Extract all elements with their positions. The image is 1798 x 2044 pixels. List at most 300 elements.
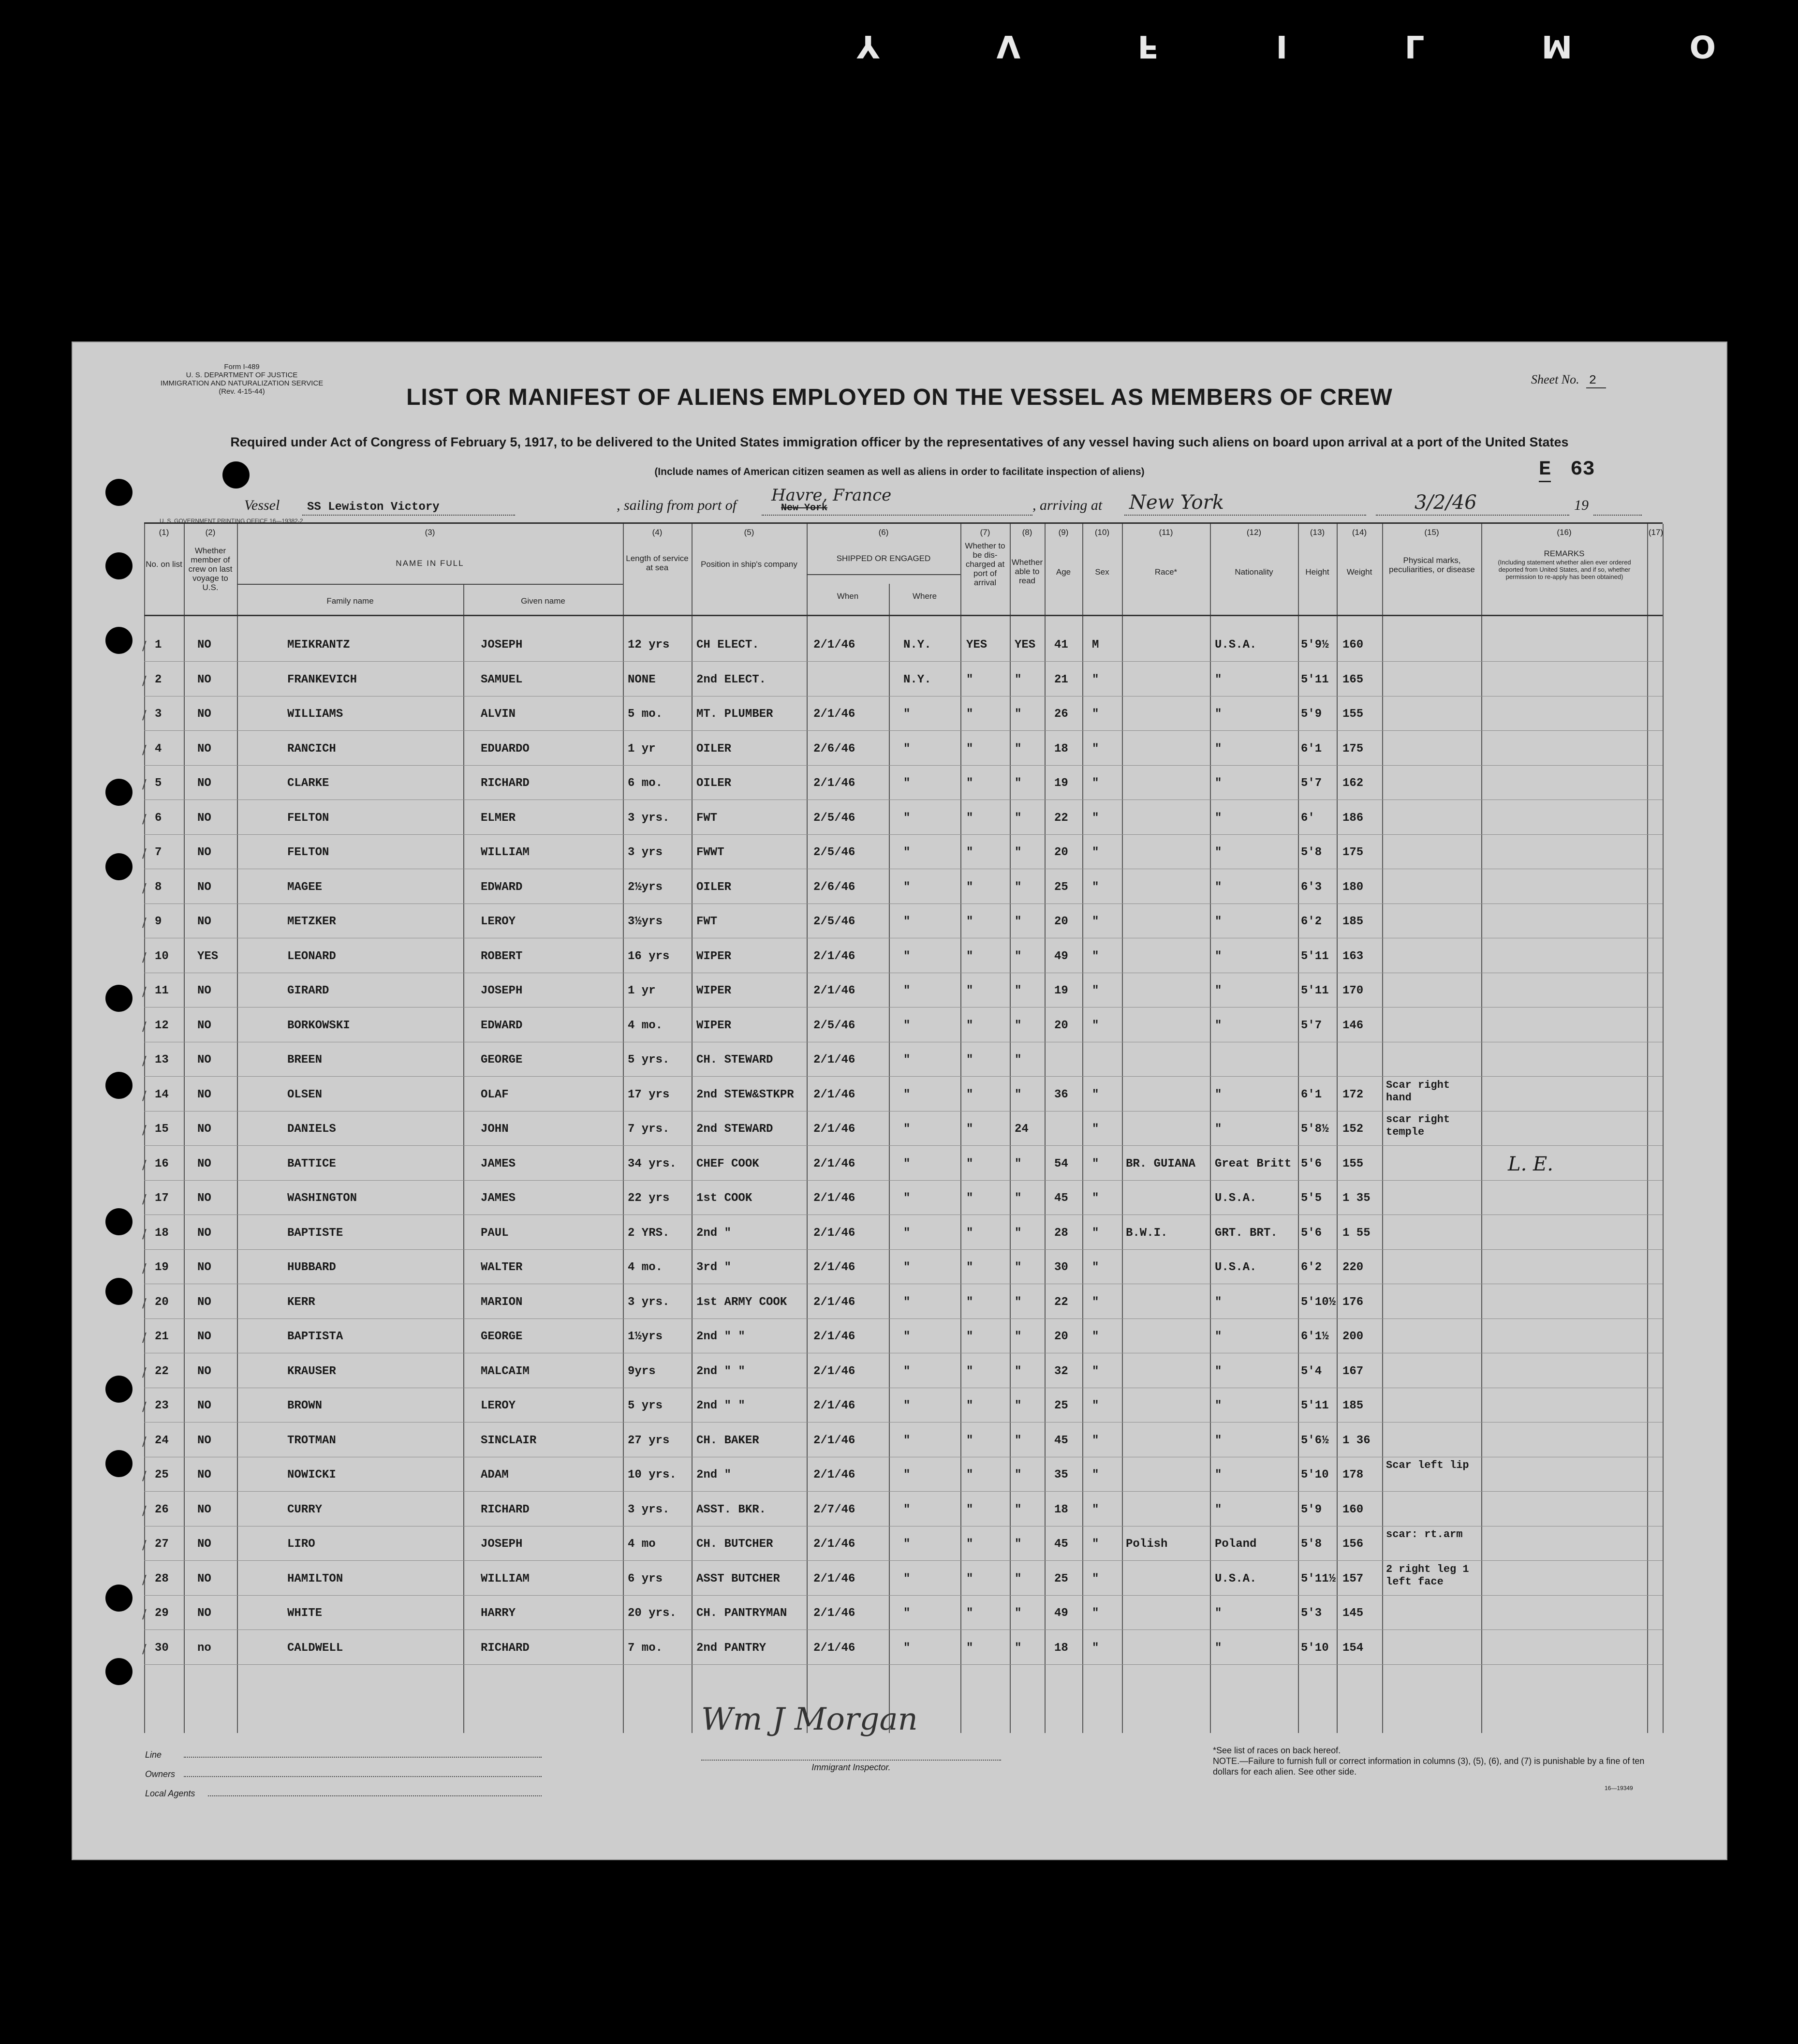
table-row xyxy=(144,1400,1663,1429)
header-discharged: Whether to be dis-charged at port of arrival xyxy=(965,541,1005,587)
table-row xyxy=(142,1153,1663,1187)
cell-nat: " xyxy=(1215,1503,1222,1516)
cell-height: 5'6 xyxy=(1301,1227,1322,1240)
check-mark: / xyxy=(142,1227,147,1242)
cell-position: WIPER xyxy=(696,984,732,997)
cell-where: " xyxy=(903,1088,911,1101)
check-mark: / xyxy=(142,1192,147,1207)
cell-position: FWT xyxy=(696,812,718,825)
cell-disch: " xyxy=(966,1399,973,1412)
cell-position: OILER xyxy=(696,881,732,894)
cell-height: 5'10½ xyxy=(1301,1296,1336,1309)
cell-age: 49 xyxy=(1054,950,1068,963)
check-mark: / xyxy=(142,1158,147,1172)
cell-given: PAUL xyxy=(481,1227,509,1240)
cell-no: 9 xyxy=(155,915,162,928)
table-row xyxy=(144,846,1663,875)
cell-service: 9yrs xyxy=(628,1365,656,1378)
cell-read: " xyxy=(1015,1192,1022,1205)
cell-when: 2/1/46 xyxy=(813,1434,855,1447)
cell-age: 41 xyxy=(1054,638,1068,652)
cell-sex: " xyxy=(1092,1157,1099,1170)
cell-sex: " xyxy=(1092,1019,1099,1032)
cell-service: 1½yrs xyxy=(628,1330,663,1343)
header-physical: Physical marks, peculiarities, or disease xyxy=(1389,556,1475,574)
cell-read: " xyxy=(1015,1572,1022,1585)
cell-service: 6 mo. xyxy=(628,777,663,790)
cell-prev: NO xyxy=(197,1434,211,1447)
cell-given: EDWARD xyxy=(481,1019,523,1032)
cell-where: " xyxy=(903,1261,911,1274)
cell-service: 3 yrs. xyxy=(628,812,670,825)
cell-sex: " xyxy=(1092,742,1099,755)
cell-where: " xyxy=(903,1019,911,1032)
cell-nat: " xyxy=(1215,673,1222,686)
cell-disch: " xyxy=(966,1503,973,1516)
cell-given: MALCAIM xyxy=(481,1365,530,1378)
header-when: When xyxy=(837,592,859,601)
cell-weight: 165 xyxy=(1342,673,1364,686)
manifest-table: (1) (2) (3) (4) (5) (6) (7) (8) (9) (10) (11) (12) (13) (14) (15) (16) (17) No. on list Whether member of crew on last voyage to U.S. NAME IN FULL Family name Given name Length of service at sea Position in ship's company SHIPPED OR ENGAGED When Where Whether to be dis-charged at port of arrival Whether able to read Age Sex Race* Nationality Height Weight Physical marks, peculiarities, or disease REMARKS (Including statement whether alien ever ordered deported from United States, and if so, whether permission to re-apply has been obtained) / 1 NO MEIKRANTZ JOSEPH 12 yrs CH ELECT. 2/1/46 N.Y. YES YES 41 M U.S.A. 5'9½ 160 / 2 NO FRANKEVICH SAMUEL NONE 2nd ELECT. N.Y. " " 21 " " 5'11 165 / 3 NO WILLIAMS ALVIN 5 mo. MT. PLUMBER 2/1/46 " " " 26 " " 5'9 155 / 4 NO RANCICH EDUARDO 1 yr OILER 2/6/46 " " " 18 " " 6'1 175 / 5 NO CLARKE RICHARD 6 mo. OILER 2/1/46 " " " 19 " " 5'7 162 / 6 NO FELTON ELMER 3 yrs. FWT 2/5/46 " " " 22 " " 6' 186 / 7 NO FELTON WILLIAM 3 yrs FWWT 2/5/46 " " " 20 " " 5'8 175 / 8 NO MAGEE EDWARD 2½yrs OILER 2/6/46 " " " 25 " " 6'3 180 / 9 NO METZKER LEROY 3½yrs FWT 2/5/46 " " " 20 " " 6'2 185 / 10 YES LEONARD ROBERT 16 yrs WIPER 2/1/46 " " " 49 " " 5'11 163 / 11 NO GIRARD JOSEPH 1 yr WIPER 2/1/46 " " " 19 " " 5'11 170 / 12 NO BORKOWSKI EDWARD 4 mo. WIPER 2/5/46 " " " 20 " " 5'7 146 / 13 NO BREEN GEORGE 5 yrs. CH. STEWARD 2/1/46 " " " / 14 NO OLSEN OLAF 17 yrs 2nd STEW&STKPR 2/1/46 " " " 36 " " 6'1 172 Scar right hand / 15 NO DANIELS JOHN 7 yrs. 2nd STEWARD 2/1/46 " " 24 " " 5'8½ 152 scar right temple / 16 NO BATTICE JAMES 34 yrs. CHEF COOK 2/1/46 " " " 54 " BR. GUIANA Great Britt 5'6 155 L. E. / 17 NO WASHINGTON JAMES 22 yrs 1st COOK 2/1/46 " " " 45 " U.S.A. 5'5 1 35 / 18 NO BAPTISTE PAUL 2 YRS. 2nd " 2/1/46 " " " 28 " B.W.I. GRT. BRT. 5'6 1 55 / 19 NO HUBBARD WALTER 4 mo. 3rd " 2/1/46 " " " 30 " U.S.A. 6'2 220 / 20 NO KERR MARION 3 yrs. 1st ARMY COOK 2/1/46 " " " 22 " " 5'10½ 176 / 21 NO BAPTISTA GEORGE 1½yrs 2nd " " 2/1/46 " " " 20 " " 6'1½ 200 / 22 NO KRAUSER MALCAIM 9yrs 2nd " " 2/1/46 " " " 32 " " 5'4 167 / 23 NO BROWN LEROY 5 yrs 2nd " " 2/1/46 " " " 25 " " 5'11 185 / 24 NO TROTMAN SINCLAIR 27 yrs CH. BAKER 2/1/46 " " " 45 " " 5'6½ 1 36 / 25 NO NOWICKI ADAM 10 yrs. 2nd " 2/1/46 " " " 35 " " 5'10 178 Scar left lip / 26 NO CURRY RICHARD 3 yrs. ASST. BKR. 2/7/46 " " " 18 " " 5'9 160 / 27 NO LIRO JOSEPH 4 mo CH. BUTCHER 2/1/46 " " " 45 " Polish Poland 5'8 156 scar: rt.arm / 28 NO HAMILTON WILLIAM 6 yrs ASST BUTCHER 2/1/46 " " " 25 " U.S.A. 5'11½ 157 2 right leg 1 left face / 29 NO WHITE HARRY 20 yrs. CH. PANTRYMAN 2/1/46 " " " 49 " " 5'3 145 / 30 no CALDWELL RICHARD 7 mo. 2nd PANTRY 2/1/46 " " " 18 " " 5'10 154 xyxy=(144,522,1663,1733)
cell-weight: 200 xyxy=(1342,1330,1364,1343)
cell-service: 1 yr xyxy=(628,984,656,997)
punch-hole xyxy=(105,985,133,1012)
cell-service: 7 mo. xyxy=(628,1642,663,1655)
cell-family: TROTMAN xyxy=(287,1434,336,1447)
cell-disch: " xyxy=(966,915,973,928)
cell-age: 36 xyxy=(1054,1088,1068,1101)
cell-family: LEONARD xyxy=(287,950,336,963)
cell-nat: " xyxy=(1215,1399,1222,1412)
punch-hole xyxy=(105,853,133,880)
cell-given: SAMUEL xyxy=(481,673,523,686)
cell-service: 2½yrs xyxy=(628,881,663,894)
cell-height: 5'10 xyxy=(1301,1642,1329,1655)
cell-weight: 160 xyxy=(1342,638,1364,652)
cell-family: GIRARD xyxy=(287,984,329,997)
cell-nat: " xyxy=(1215,1019,1222,1032)
cell-age: 28 xyxy=(1054,1227,1068,1240)
cell-prev: NO xyxy=(197,812,211,825)
cell-no: 30 xyxy=(155,1642,169,1655)
check-mark: / xyxy=(142,1607,147,1622)
cell-family: MEIKRANTZ xyxy=(287,638,350,652)
cell-position: 1st ARMY COOK xyxy=(696,1296,787,1309)
cell-position: CH. PANTRYMAN xyxy=(696,1607,787,1620)
cell-position: 2nd " " xyxy=(696,1399,745,1412)
cell-height: 5'10 xyxy=(1301,1468,1329,1481)
cell-prev: YES xyxy=(197,950,219,963)
cell-no: 6 xyxy=(155,812,162,825)
cell-when: 2/5/46 xyxy=(813,1019,855,1032)
check-mark: / xyxy=(142,639,147,653)
check-mark: / xyxy=(142,812,147,827)
cell-remarks: L. E. xyxy=(1508,1153,1553,1175)
cell-weight: 152 xyxy=(1342,1123,1364,1136)
cell-weight: 170 xyxy=(1342,984,1364,997)
cell-given: HARRY xyxy=(481,1607,516,1620)
header-given-name: Given name xyxy=(521,596,565,606)
cell-read: " xyxy=(1015,1468,1022,1481)
cell-position: 2nd " " xyxy=(696,1365,745,1378)
header-name: NAME IN FULL xyxy=(396,559,464,568)
cell-no: 2 xyxy=(155,673,162,686)
cell-read: " xyxy=(1015,1330,1022,1343)
cell-disch: " xyxy=(966,1088,973,1101)
cell-age: 22 xyxy=(1054,1296,1068,1309)
cell-disch: " xyxy=(966,1572,973,1585)
cell-service: 12 yrs xyxy=(628,638,670,652)
cell-service: 10 yrs. xyxy=(628,1468,677,1481)
cell-prev: NO xyxy=(197,1227,211,1240)
print-code: 16—19349 xyxy=(1605,1785,1633,1792)
cell-read: YES xyxy=(1015,638,1036,652)
cell-where: " xyxy=(903,1365,911,1378)
cell-sex: " xyxy=(1092,1503,1099,1516)
cell-position: 2nd " xyxy=(696,1468,732,1481)
cell-read: " xyxy=(1015,1157,1022,1170)
cell-height: 5'11 xyxy=(1301,950,1329,963)
cell-given: SINCLAIR xyxy=(481,1434,537,1447)
cell-family: BAPTISTA xyxy=(287,1330,343,1343)
cell-read: " xyxy=(1015,915,1022,928)
cell-where: " xyxy=(903,1192,911,1205)
cell-family: BREEN xyxy=(287,1053,323,1066)
cell-height: 5'8 xyxy=(1301,846,1322,859)
header-nationality: Nationality xyxy=(1235,567,1273,577)
punch-hole xyxy=(105,1278,133,1305)
cell-no: 14 xyxy=(155,1088,169,1101)
cell-nat: " xyxy=(1215,1088,1222,1101)
cell-disch: " xyxy=(966,1538,973,1551)
cell-sex: " xyxy=(1092,1227,1099,1240)
cell-when: 2/1/46 xyxy=(813,1053,855,1066)
vessel-line: Vessel SS Lewiston Victory , sailing from port of Havre, France New York , arriving at New York 3/2/46 19 xyxy=(244,491,1647,516)
cell-nat: " xyxy=(1215,950,1222,963)
cell-family: WILLIAMS xyxy=(287,708,343,721)
cell-position: WIPER xyxy=(696,1019,732,1032)
cell-read: " xyxy=(1015,777,1022,790)
cell-given: RICHARD xyxy=(481,777,530,790)
check-mark: / xyxy=(142,743,147,757)
cell-age: 26 xyxy=(1054,708,1068,721)
cell-prev: NO xyxy=(197,638,211,652)
cell-read: " xyxy=(1015,1227,1022,1240)
footer-fields: Line Owners Local Agents xyxy=(145,1745,542,1803)
cell-disch: " xyxy=(966,1642,973,1655)
cell-prev: NO xyxy=(197,846,211,859)
cell-given: GEORGE xyxy=(481,1053,523,1066)
cell-family: CALDWELL xyxy=(287,1642,343,1655)
cell-when: 2/5/46 xyxy=(813,812,855,825)
cell-position: 2nd STEW&STKPR xyxy=(696,1088,794,1101)
cell-service: 16 yrs xyxy=(628,950,670,963)
check-mark: / xyxy=(142,1642,147,1657)
cell-read: " xyxy=(1015,984,1022,997)
printing-office-line: U. S. GOVERNMENT PRINTING OFFICE 16—19382-2 xyxy=(160,518,303,524)
table-row xyxy=(144,639,1663,668)
cell-when: 2/1/46 xyxy=(813,1642,855,1655)
cell-given: OLAF xyxy=(481,1088,509,1101)
cell-sex: " xyxy=(1092,984,1099,997)
cell-prev: NO xyxy=(197,1088,211,1101)
cell-no: 21 xyxy=(155,1330,169,1343)
punch-hole xyxy=(105,779,133,806)
cell-where: " xyxy=(903,950,911,963)
cell-no: 7 xyxy=(155,846,162,859)
cell-age: 45 xyxy=(1054,1434,1068,1447)
table-row xyxy=(142,1563,1663,1602)
cell-height: 5'9 xyxy=(1301,1503,1322,1516)
cell-when: 2/1/46 xyxy=(813,1192,855,1205)
cell-sex: " xyxy=(1092,1399,1099,1412)
check-mark: / xyxy=(142,1538,147,1553)
cell-nat: " xyxy=(1215,984,1222,997)
cell-where: " xyxy=(903,1607,911,1620)
cell-given: RICHARD xyxy=(481,1642,530,1655)
cell-height: 5'3 xyxy=(1301,1607,1322,1620)
check-mark: / xyxy=(142,1573,147,1587)
header-read: Whether able to read xyxy=(1011,558,1043,585)
cell-sex: " xyxy=(1092,915,1099,928)
cell-sex: " xyxy=(1092,1088,1099,1101)
cell-family: MAGEE xyxy=(287,881,323,894)
cell-nat: " xyxy=(1215,708,1222,721)
cell-height: 5'5 xyxy=(1301,1192,1322,1205)
cell-nat: " xyxy=(1215,846,1222,859)
cell-prev: NO xyxy=(197,881,211,894)
cell-weight: 220 xyxy=(1342,1261,1364,1274)
cell-position: ASST BUTCHER xyxy=(696,1572,780,1585)
cell-height: 5'11½ xyxy=(1301,1572,1336,1585)
cell-service: 20 yrs. xyxy=(628,1607,677,1620)
cell-no: 25 xyxy=(155,1468,169,1481)
cell-weight: 146 xyxy=(1342,1019,1364,1032)
check-mark: / xyxy=(142,1469,147,1483)
check-mark: / xyxy=(142,846,147,861)
cell-no: 12 xyxy=(155,1019,169,1032)
cell-family: KRAUSER xyxy=(287,1365,336,1378)
cell-prev: NO xyxy=(197,1123,211,1136)
cell-disch: " xyxy=(966,673,973,686)
cell-family: BROWN xyxy=(287,1399,323,1412)
cell-when: 2/6/46 xyxy=(813,742,855,755)
cell-height: 5'9½ xyxy=(1301,638,1329,652)
cell-disch: " xyxy=(966,1227,973,1240)
cell-no: 20 xyxy=(155,1296,169,1309)
cell-no: 8 xyxy=(155,881,162,894)
check-mark: / xyxy=(142,985,147,999)
cell-disch: YES xyxy=(966,638,987,652)
cell-prev: NO xyxy=(197,1192,211,1205)
cell-age: 19 xyxy=(1054,777,1068,790)
table-row xyxy=(142,1528,1663,1567)
cell-no: 24 xyxy=(155,1434,169,1447)
cell-disch: " xyxy=(966,984,973,997)
cell-sex: " xyxy=(1092,1538,1099,1551)
cell-position: MT. PLUMBER xyxy=(696,708,773,721)
cell-service: 27 yrs xyxy=(628,1434,670,1447)
cell-height: 5'7 xyxy=(1301,777,1322,790)
check-mark: / xyxy=(142,1296,147,1311)
punch-hole xyxy=(105,1450,133,1477)
cell-weight: 1 55 xyxy=(1342,1227,1371,1240)
cell-prev: NO xyxy=(197,1261,211,1274)
cell-position: ASST. BKR. xyxy=(696,1503,766,1516)
cell-weight: 160 xyxy=(1342,1503,1364,1516)
cell-service: 3 yrs. xyxy=(628,1296,670,1309)
cell-weight: 167 xyxy=(1342,1365,1364,1378)
cell-when: 2/1/46 xyxy=(813,984,855,997)
cell-weight: 178 xyxy=(1342,1468,1364,1481)
cell-sex: " xyxy=(1092,777,1099,790)
cell-disch: " xyxy=(966,881,973,894)
cell-height: 5'8½ xyxy=(1301,1123,1329,1136)
cell-sex: " xyxy=(1092,812,1099,825)
cell-race: B.W.I. xyxy=(1126,1227,1168,1240)
cell-age: 25 xyxy=(1054,1399,1068,1412)
cell-age: 20 xyxy=(1054,915,1068,928)
cell-given: ALVIN xyxy=(481,708,516,721)
cell-given: WILLIAM xyxy=(481,1572,530,1585)
cell-where: " xyxy=(903,708,911,721)
cell-prev: NO xyxy=(197,777,211,790)
sheet-number: Sheet No. 2 xyxy=(1531,372,1606,387)
cell-given: LEROY xyxy=(481,915,516,928)
page-title: LIST OR MANIFEST OF ALIENS EMPLOYED ON THE VESSEL AS MEMBERS OF CREW xyxy=(406,385,1393,410)
cell-where: " xyxy=(903,1227,911,1240)
cell-sex: " xyxy=(1092,1572,1099,1585)
cell-when: 2/1/46 xyxy=(813,1261,855,1274)
cell-height: 5'6½ xyxy=(1301,1434,1329,1447)
cell-family: HAMILTON xyxy=(287,1572,343,1585)
table-row xyxy=(144,1227,1663,1256)
punch-hole xyxy=(105,627,133,654)
cell-height: 5'9 xyxy=(1301,708,1322,721)
cell-no: 19 xyxy=(155,1261,169,1274)
cell-prev: NO xyxy=(197,1538,211,1551)
cell-when: 2/1/46 xyxy=(813,1607,855,1620)
cell-disch: " xyxy=(966,1330,973,1343)
cell-age: 19 xyxy=(1054,984,1068,997)
cell-height: 5'11 xyxy=(1301,1399,1329,1412)
cell-position: OILER xyxy=(696,777,732,790)
cell-given: EDUARDO xyxy=(481,742,530,755)
cell-marks: Scar right hand xyxy=(1386,1079,1450,1104)
cell-family: WHITE xyxy=(287,1607,323,1620)
cell-sex: " xyxy=(1092,1434,1099,1447)
header-no: No. on list xyxy=(146,560,182,569)
cell-height: 5'6 xyxy=(1301,1157,1322,1170)
cell-no: 4 xyxy=(155,742,162,755)
cell-sex: " xyxy=(1092,1261,1099,1274)
cell-no: 16 xyxy=(155,1157,169,1170)
cell-weight: 175 xyxy=(1342,846,1364,859)
cell-nat: " xyxy=(1215,1468,1222,1481)
cell-no: 26 xyxy=(155,1503,169,1516)
cell-height: 5'7 xyxy=(1301,1019,1322,1032)
cell-when: 2/1/46 xyxy=(813,708,855,721)
cell-family: FELTON xyxy=(287,812,329,825)
cell-family: CLARKE xyxy=(287,777,329,790)
cell-service: 5 yrs xyxy=(628,1399,663,1412)
table-row xyxy=(144,1331,1663,1360)
cell-age: 45 xyxy=(1054,1192,1068,1205)
check-mark: / xyxy=(142,674,147,688)
cell-where: " xyxy=(903,777,911,790)
cell-nat: " xyxy=(1215,881,1222,894)
cell-prev: NO xyxy=(197,708,211,721)
header-where: Where xyxy=(912,592,937,601)
cell-position: 2nd " " xyxy=(696,1330,745,1343)
cell-nat: " xyxy=(1215,1330,1222,1343)
check-mark: / xyxy=(142,1020,147,1034)
cell-where: " xyxy=(903,1572,911,1585)
cell-prev: NO xyxy=(197,742,211,755)
cell-read: 24 xyxy=(1015,1123,1029,1136)
cell-marks: scar: rt.arm xyxy=(1386,1528,1463,1540)
table-row xyxy=(144,812,1663,841)
cell-nat: U.S.A. xyxy=(1215,1261,1257,1274)
cell-disch: " xyxy=(966,1157,973,1170)
cell-where: N.Y. xyxy=(903,638,931,652)
include-note: (Include names of American citizen seamen as well as aliens in order to facilitate inspection of aliens) xyxy=(654,466,1145,477)
cell-given: JAMES xyxy=(481,1192,516,1205)
cell-where: " xyxy=(903,742,911,755)
cell-race: BR. GUIANA xyxy=(1126,1157,1196,1170)
table-row xyxy=(144,708,1663,737)
cell-given: JOSEPH xyxy=(481,638,523,652)
header-position: Position in ship's company xyxy=(701,560,797,569)
cell-where: " xyxy=(903,846,911,859)
cell-sex: " xyxy=(1092,1192,1099,1205)
cell-where: " xyxy=(903,984,911,997)
cell-weight: 156 xyxy=(1342,1538,1364,1551)
cell-read: " xyxy=(1015,1503,1022,1516)
cell-position: 1st COOK xyxy=(696,1192,752,1205)
cell-weight: 185 xyxy=(1342,1399,1364,1412)
cell-nat: " xyxy=(1215,1642,1222,1655)
cell-given: LEROY xyxy=(481,1399,516,1412)
check-mark: / xyxy=(142,1504,147,1518)
cell-nat: " xyxy=(1215,1365,1222,1378)
cell-where: " xyxy=(903,1053,911,1066)
cell-family: LIRO xyxy=(287,1538,315,1551)
cell-family: WASHINGTON xyxy=(287,1192,357,1205)
cell-when: 2/1/46 xyxy=(813,1399,855,1412)
cell-prev: NO xyxy=(197,915,211,928)
cell-where: " xyxy=(903,1538,911,1551)
cell-position: 2nd " xyxy=(696,1227,732,1240)
cell-no: 5 xyxy=(155,777,162,790)
cell-height: 6'1 xyxy=(1301,742,1322,755)
cell-nat: " xyxy=(1215,915,1222,928)
cell-when: 2/1/46 xyxy=(813,1123,855,1136)
table-row xyxy=(144,881,1663,910)
cell-read: " xyxy=(1015,1642,1022,1655)
cell-where: " xyxy=(903,1123,911,1136)
cell-service: 3 yrs xyxy=(628,846,663,859)
cell-nat: U.S.A. xyxy=(1215,1192,1257,1205)
cell-where: " xyxy=(903,1642,911,1655)
cell-weight: 163 xyxy=(1342,950,1364,963)
check-mark: / xyxy=(142,1089,147,1103)
table-row xyxy=(144,777,1663,806)
cell-age: 25 xyxy=(1054,1572,1068,1585)
punch-hole xyxy=(105,1376,133,1403)
cell-no: 23 xyxy=(155,1399,169,1412)
cell-where: " xyxy=(903,1468,911,1481)
